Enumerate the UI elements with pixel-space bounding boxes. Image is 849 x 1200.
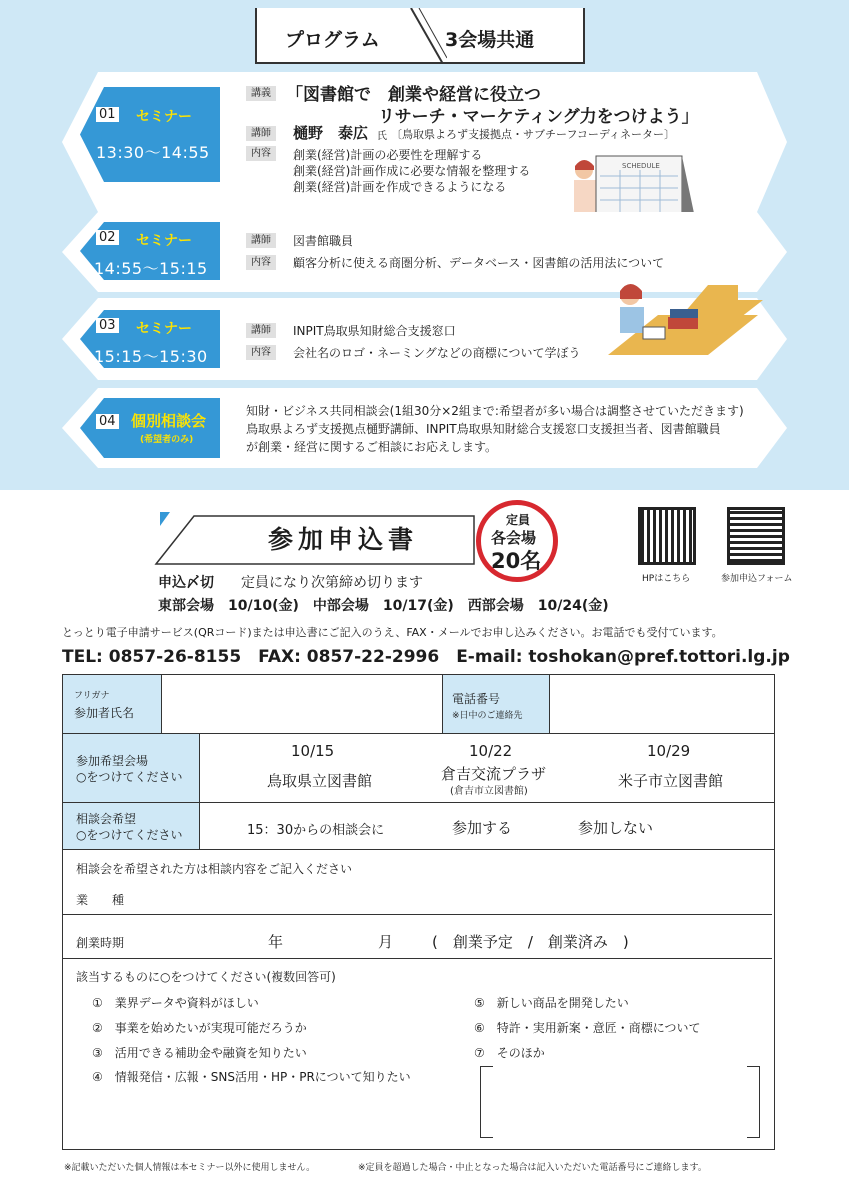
- consult-label-note: ○をつけてください: [76, 828, 183, 842]
- venue-1-name[interactable]: 鳥取県立図書館: [267, 772, 373, 790]
- capacity-each-venue: 各会場: [491, 529, 537, 547]
- session-01-title-line2: リサーチ・マーケティング力をつけよう」: [378, 107, 699, 127]
- other-input-bracket[interactable]: [480, 1066, 760, 1138]
- consult-yes-option[interactable]: 参加する: [452, 819, 513, 837]
- session-02-time: 14:55〜15:15: [94, 259, 208, 278]
- founding-month[interactable]: 月: [378, 933, 394, 951]
- founding-line: [62, 958, 772, 959]
- content-tag: 内容: [246, 345, 276, 360]
- session-04-kind: 個別相談会: [131, 412, 207, 430]
- capacity-label: 定員: [506, 513, 531, 527]
- option-3[interactable]: ③ 活用できる補助金や融資を知りたい: [92, 1046, 307, 1060]
- session-01-kind: セミナー: [136, 109, 192, 125]
- consult-note: 相談会を希望された方は相談内容をご記入ください: [76, 862, 353, 876]
- session-04-number: 04: [96, 414, 119, 429]
- program-banner: [255, 8, 585, 64]
- option-6[interactable]: ⑥ 特許・実用新案・意匠・商標について: [474, 1021, 701, 1035]
- qr-code-form[interactable]: [727, 507, 785, 565]
- deadline-text: 定員になり次第締め切ります: [241, 575, 423, 591]
- session-02-number: 02: [96, 230, 119, 245]
- name-input[interactable]: [161, 674, 443, 734]
- consult-from: 15：30からの相談会に: [247, 823, 385, 838]
- qr-hp-caption: HPはこちら: [642, 574, 691, 584]
- option-4[interactable]: ④ 情報発信・広報・SNS活用・HP・PRについて知りたい: [92, 1070, 411, 1084]
- session-01-content-2: 創業(経営)計画作成に必要な情報を整理する: [293, 164, 531, 178]
- session-01-title-line1: 「図書館で 創業や経営に役立つ: [286, 85, 541, 105]
- deadline-label: 申込〆切: [158, 575, 214, 591]
- option-1[interactable]: ① 業界データや資料がほしい: [92, 996, 259, 1010]
- content-tag: 内容: [246, 146, 276, 161]
- banner-program-label: プログラム: [285, 29, 380, 51]
- founding-year[interactable]: 年: [268, 933, 284, 951]
- venue-label-note: ○をつけてください: [76, 770, 183, 784]
- industry-input[interactable]: [160, 888, 760, 910]
- session-04-content-3: が創業・経営に関するご相談にお応えします。: [246, 440, 498, 454]
- phone-label: 電話番号: [452, 692, 501, 706]
- venue-label: 参加希望会場: [76, 754, 149, 768]
- venue-2-sub: (倉吉市立図書館): [450, 786, 528, 797]
- footnote-contact: ※定員を超過した場合・中止となった場合は記入いただいた電話番号にご連絡します。: [358, 1163, 707, 1173]
- session-03-time: 15:15〜15:30: [94, 347, 208, 366]
- lecture-tag: 講義: [246, 86, 276, 101]
- content-tag: 内容: [246, 255, 276, 270]
- session-04-content-2: 鳥取県よろず支援拠点樋野講師、INPIT鳥取県知財総合支援窓口支援担当者、図書館職員: [246, 422, 721, 436]
- form-title: 参加申込書: [268, 525, 419, 554]
- footnote-privacy: ※記載いただいた個人情報は本セミナー以外に使用しません。: [64, 1163, 316, 1173]
- venue-2-date[interactable]: 10/22: [469, 742, 513, 760]
- session-02-speaker: 図書館職員: [293, 234, 354, 248]
- industry-line: [62, 914, 772, 915]
- session-01-time: 13:30〜14:55: [96, 143, 210, 162]
- qr-form-caption: 参加申込フォーム: [721, 574, 793, 584]
- study-illustration: [598, 275, 768, 375]
- speaker-tag: 講師: [246, 233, 276, 248]
- consult-label: 相談会希望: [76, 812, 137, 826]
- session-01-speaker: 樋野 泰広: [293, 124, 369, 142]
- session-03-speaker: INPIT鳥取県知財総合支援窓口: [293, 324, 456, 338]
- industry-label: 業 種: [76, 893, 125, 907]
- application-instructions: とっとり電子申請サービス(QRコード)または申込書にご記入のうえ、FAX・メールでお申し込みください。お電話でも受付ています。: [62, 626, 723, 639]
- consult-no-option[interactable]: 参加しない: [578, 819, 654, 837]
- banner-venues-label: 3会場共通: [445, 29, 535, 51]
- option-5[interactable]: ⑤ 新しい商品を開発したい: [474, 996, 629, 1010]
- phone-input[interactable]: [549, 674, 775, 734]
- speaker-tag: 講師: [246, 126, 276, 141]
- option-7[interactable]: ⑦ そのほか: [474, 1046, 545, 1060]
- option-2[interactable]: ② 事業を始めたいが実現可能だろうか: [92, 1021, 307, 1035]
- svg-text:SCHEDULE: SCHEDULE: [622, 162, 660, 170]
- venue-3-name[interactable]: 米子市立図書館: [618, 772, 724, 790]
- venue-2-name[interactable]: 倉吉交流プラザ: [441, 765, 547, 783]
- schedule-illustration: [570, 148, 700, 223]
- venue-3-date[interactable]: 10/29: [647, 742, 691, 760]
- session-04-content-1: 知財・ビジネス共同相談会(1組30分×2組まで:希望者が多い場合は調整させていただきます): [246, 404, 744, 418]
- session-01-number: 01: [96, 107, 119, 122]
- founding-options[interactable]: ( 創業予定 / 創業済み ): [432, 933, 629, 951]
- session-01-speaker-note: 〔鳥取県よろず支援拠点・サブチーフコーディネーター〕: [391, 128, 676, 141]
- qr-code-hp[interactable]: [638, 507, 696, 565]
- capacity-badge: [476, 500, 558, 582]
- session-01-content-3: 創業(経営)計画を作成できるようになる: [293, 180, 507, 194]
- venue-1-date[interactable]: 10/15: [291, 742, 335, 760]
- founding-label: 創業時期: [76, 936, 125, 950]
- session-03-kind: セミナー: [136, 321, 192, 337]
- checklist-title: 該当するものに○をつけてください(複数回答可): [76, 970, 336, 984]
- session-02-content: 顧客分析に使える商圏分析、データベース・図書館の活用法について: [293, 256, 665, 270]
- venue-dates: 東部会場 10/10(金) 中部会場 10/17(金) 西部会場 10/24(金): [158, 598, 609, 614]
- furigana-label: フリガナ: [74, 691, 110, 701]
- session-03-content: 会社名のロゴ・ネーミングなどの商標について学ぼう: [293, 346, 581, 360]
- session-01-content-1: 創業(経営)計画の必要性を理解する: [293, 148, 483, 162]
- capacity-number: 20名: [491, 549, 542, 573]
- speaker-tag: 講師: [246, 323, 276, 338]
- session-02-kind: セミナー: [136, 233, 192, 249]
- name-label: 参加者氏名: [74, 706, 135, 720]
- session-01-badge: [80, 87, 220, 182]
- phone-note: ※日中のご連絡先: [452, 711, 523, 721]
- session-03-number: 03: [96, 318, 119, 333]
- session-04-kind-sub: (希望者のみ): [140, 435, 194, 445]
- contact-info[interactable]: TEL: 0857-26-8155 FAX: 0857-22-2996 E-mail: toshokan@pref.tottori.lg.jp: [62, 647, 790, 667]
- banner-divider: [407, 8, 447, 64]
- speaker-suffix: 氏: [377, 131, 387, 142]
